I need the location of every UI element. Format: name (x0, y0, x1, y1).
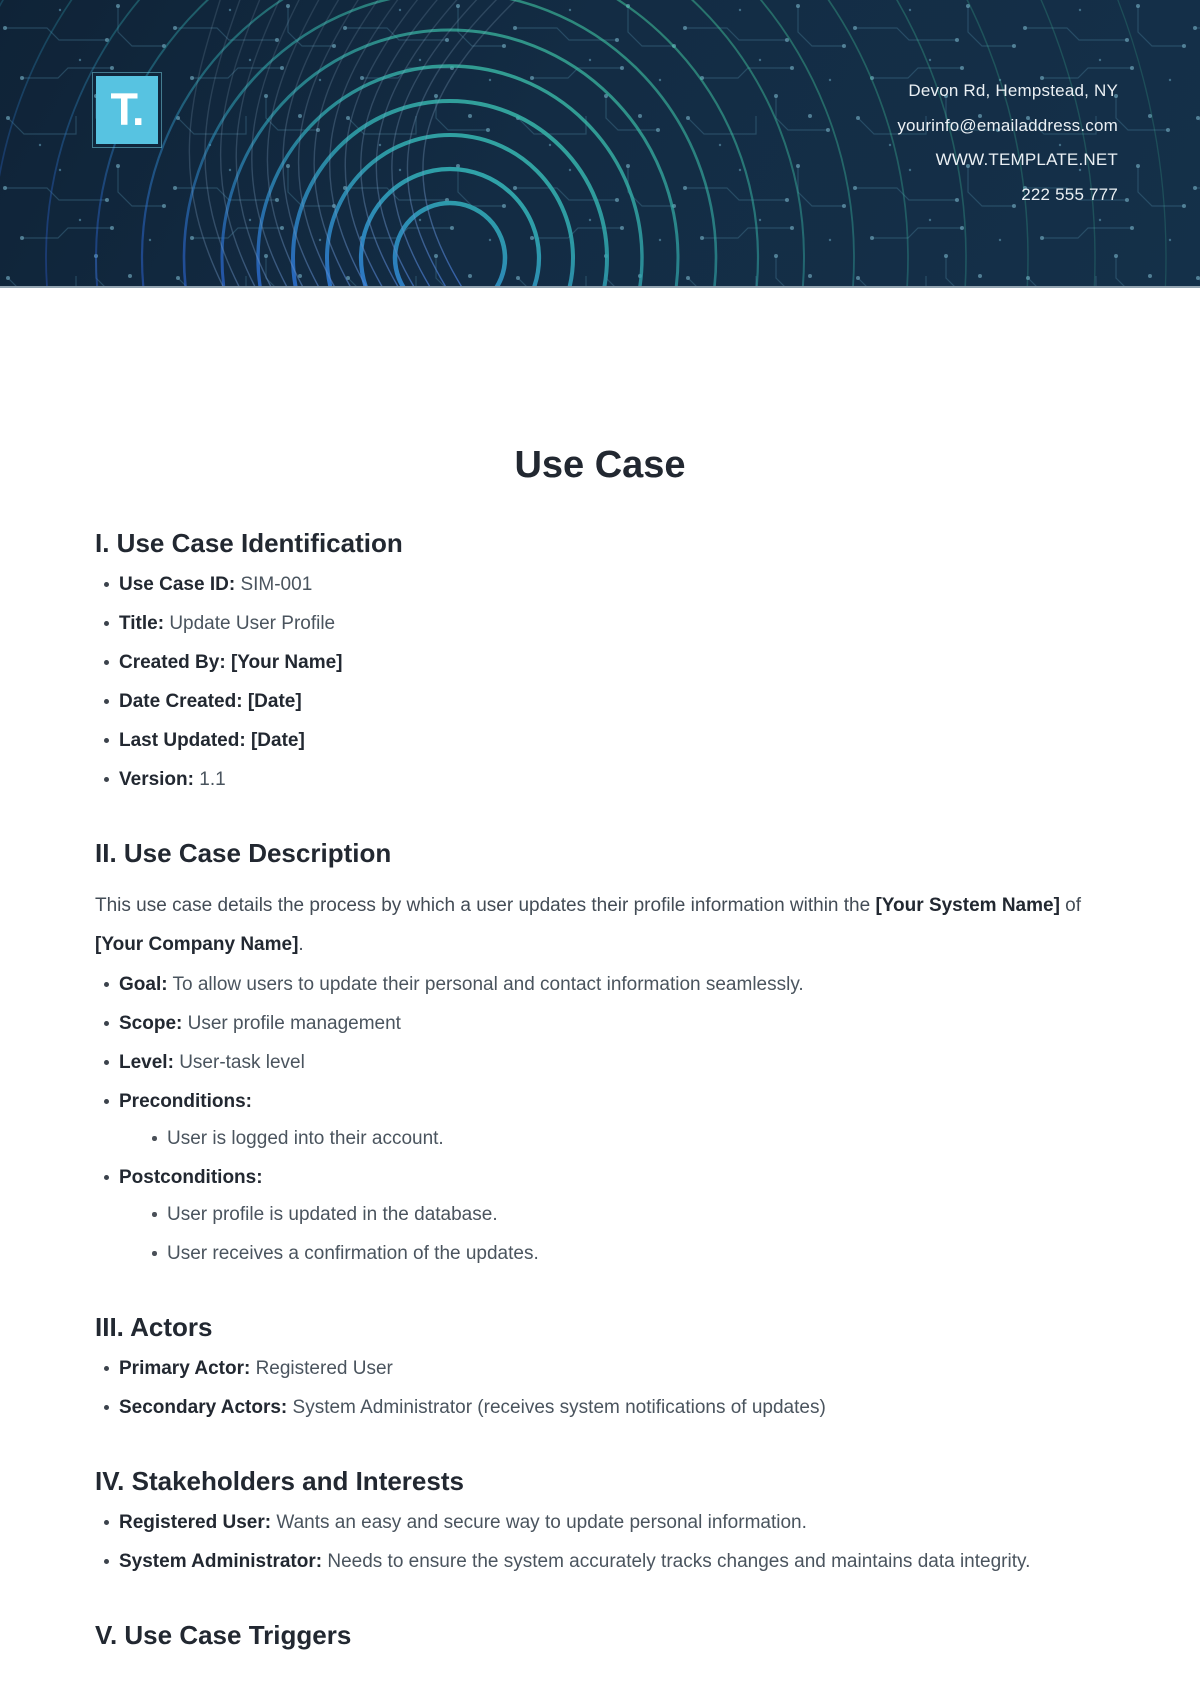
list-item: Postconditions: User profile is updated in the database. User receives a confirmation of the updates. (95, 1159, 1105, 1272)
list-item: Version: 1.1 (95, 761, 1105, 798)
list-item: User receives a confirmation of the updates. (143, 1235, 1105, 1272)
section-heading-identification: I. Use Case Identification (95, 528, 403, 558)
description-paragraph: This use case details the process by which a user updates their profile information within the [Your System Name] of [Your Company Name]. (95, 895, 1082, 955)
list-item: Goal: To allow users to update their personal and contact information seamlessly. (95, 966, 1105, 1003)
contact-website: WWW.TEMPLATE.NET (935, 150, 1118, 169)
stakeholders-list (95, 1504, 1040, 1580)
list-item: Preconditions: User is logged into their account. (95, 1083, 1105, 1157)
list-item: Secondary Actors: System Administrator (receives system notifications of updates) (95, 1389, 1105, 1426)
list-item: Primary Actor: Registered User (95, 1350, 1105, 1387)
header-banner (0, 0, 1200, 288)
list-item: Created By: [Your Name] (95, 644, 1105, 681)
section-heading-actors: III. Actors (95, 1312, 213, 1342)
list-item: Use Case ID: SIM-001 (95, 566, 1105, 603)
section-heading-triggers: V. Use Case Triggers (95, 1620, 352, 1650)
identification-list (95, 566, 1105, 798)
list-item: Registered User: Wants an easy and secure way to update personal information. (95, 1504, 1040, 1541)
contact-address: Devon Rd, Hempstead, NY (908, 81, 1118, 100)
section-triggers (95, 1618, 1105, 1652)
section-heading-stakeholders: IV. Stakeholders and Interests (95, 1466, 464, 1496)
list-item: Date Created: [Date] (95, 683, 1105, 720)
list-item: Last Updated: [Date] (95, 722, 1105, 759)
section-heading-description: II. Use Case Description (95, 838, 392, 868)
contact-email: yourinfo@emailaddress.com (897, 115, 1118, 135)
logo-letter: T. (110, 84, 144, 135)
list-item: User profile is updated in the database. (143, 1196, 1105, 1233)
postconditions-sublist (119, 1196, 1105, 1272)
section-actors (95, 1310, 1105, 1426)
company-logo (96, 76, 158, 144)
list-item: Level: User-task level (95, 1044, 1105, 1081)
list-item: Scope: User profile management (95, 1005, 1105, 1042)
contact-phone: 222 555 777 (1021, 184, 1118, 204)
description-list (95, 966, 1105, 1272)
document-title: Use Case (514, 444, 686, 486)
section-stakeholders (95, 1464, 1105, 1580)
list-item: User is logged into their account. (143, 1120, 1105, 1157)
contact-info (897, 74, 1118, 212)
section-identification (95, 526, 1105, 798)
preconditions-sublist (119, 1120, 1105, 1157)
actors-list (95, 1350, 1105, 1426)
list-item: Title: Update User Profile (95, 605, 1105, 642)
document-body (0, 442, 1200, 1652)
section-description (95, 836, 1105, 1272)
list-item: System Administrator: Needs to ensure the system accurately tracks changes and maintains data integrity. (95, 1543, 1040, 1580)
